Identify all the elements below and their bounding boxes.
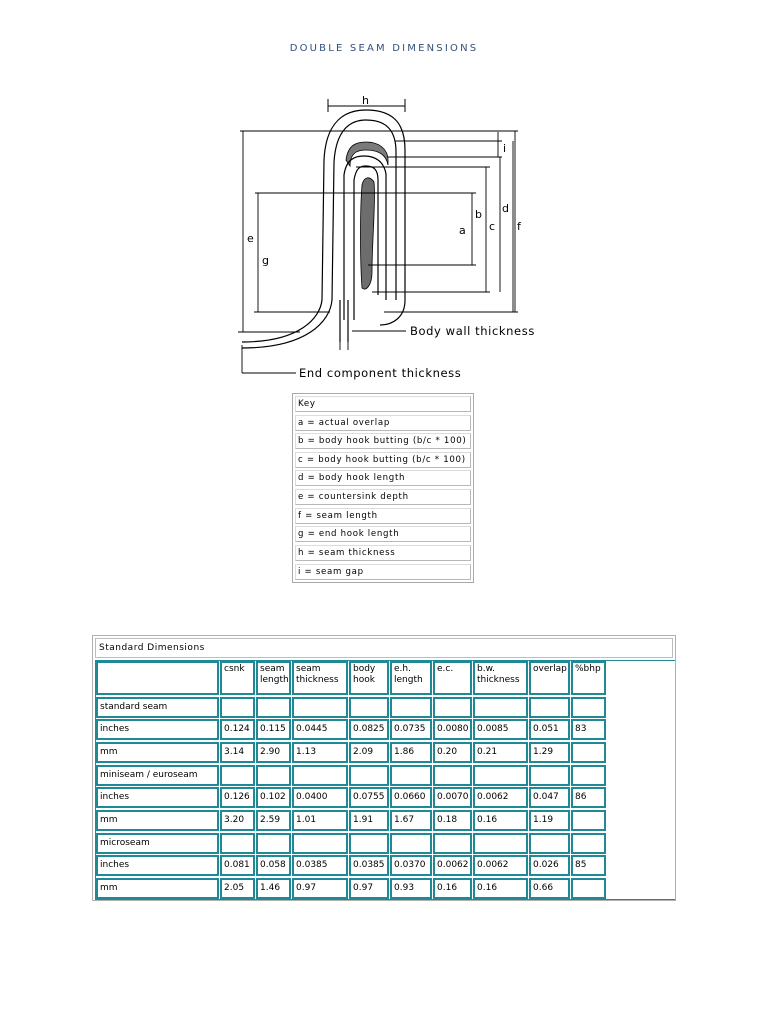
- value-cell-ec: [433, 833, 472, 854]
- value-cell-bhp: [571, 810, 606, 831]
- value-cell-csnk: [220, 833, 255, 854]
- label-i: i: [503, 142, 507, 155]
- value-cell-csnk: 0.081: [220, 855, 255, 876]
- key-row: b = body hook butting (b/c * 100): [295, 433, 471, 449]
- value-cell-ec: 0.0062: [433, 855, 472, 876]
- value-cell-body-hook: 0.0825: [349, 719, 389, 740]
- label-end-component: End component thickness: [299, 366, 462, 380]
- value-cell-seam-thickness: 0.0400: [292, 787, 348, 808]
- value-cell-seam-thickness: 0.97: [292, 878, 348, 899]
- value-cell-body-hook: 0.97: [349, 878, 389, 899]
- value-cell-seam-thickness: [292, 765, 348, 786]
- value-cell-seam-thickness: [292, 833, 348, 854]
- end-component-outer-curve: [242, 110, 405, 342]
- standard-dimensions-grid: [95, 660, 675, 900]
- value-cell-overlap: 1.19: [529, 810, 570, 831]
- standard-dimensions-caption: Standard Dimensions: [95, 638, 673, 658]
- value-cell-csnk: 0.124: [220, 719, 255, 740]
- key-row: d = body hook length: [295, 470, 471, 486]
- value-cell-ec: 0.18: [433, 810, 472, 831]
- key-row: e = countersink depth: [295, 489, 471, 505]
- header-line-1: overlap: [533, 664, 567, 674]
- value-cell-overlap: [529, 833, 570, 854]
- label-f: f: [517, 220, 521, 233]
- value-cell-body-hook: [349, 833, 389, 854]
- value-cell-seam-thickness: [292, 697, 348, 718]
- header-cell-seam-thickness: [292, 661, 348, 695]
- value-cell-csnk: 2.05: [220, 878, 255, 899]
- value-cell-body-hook: 0.0385: [349, 855, 389, 876]
- value-cell-body-hook: 1.91: [349, 810, 389, 831]
- value-cell-overlap: [529, 697, 570, 718]
- value-cell-eh-length: 0.93: [390, 878, 432, 899]
- value-cell-bw-thickness: 0.0062: [473, 787, 528, 808]
- label-e: e: [247, 232, 254, 245]
- value-cell-eh-length: [390, 833, 432, 854]
- row-label-cell: inches: [96, 787, 219, 808]
- value-cell-body-hook: [349, 765, 389, 786]
- value-cell-bhp: [571, 833, 606, 854]
- value-cell-seam-length: [256, 765, 291, 786]
- header-line-2: thickness: [477, 675, 520, 685]
- value-cell-seam-thickness: 0.0385: [292, 855, 348, 876]
- header-line-1: %bhp: [575, 664, 601, 674]
- header-line-2: length: [394, 675, 423, 685]
- key-row: i = seam gap: [295, 564, 471, 580]
- row-label-cell: miniseam / euroseam: [96, 765, 219, 786]
- header-cell-bw-thickness: [473, 661, 528, 695]
- value-cell-seam-length: 2.59: [256, 810, 291, 831]
- key-row: f = seam length: [295, 508, 471, 524]
- value-cell-bhp: [571, 765, 606, 786]
- value-cell-seam-length: 0.115: [256, 719, 291, 740]
- header-cell-overlap: [529, 661, 570, 695]
- double-seam-diagram: [0, 0, 768, 400]
- row-label-cell: mm: [96, 810, 219, 831]
- value-cell-bw-thickness: 0.16: [473, 878, 528, 899]
- end-hook-compound: [361, 178, 375, 289]
- value-cell-csnk: 3.14: [220, 742, 255, 763]
- header-cell-csnk: [220, 661, 255, 695]
- value-cell-bw-thickness: [473, 765, 528, 786]
- value-cell-ec: [433, 697, 472, 718]
- value-cell-ec: 0.20: [433, 742, 472, 763]
- key-row: a = actual overlap: [295, 415, 471, 431]
- header-line-1: seam: [260, 664, 285, 674]
- header-line-2: hook: [353, 675, 375, 685]
- value-cell-csnk: [220, 697, 255, 718]
- header-line-2: length: [260, 675, 289, 685]
- value-cell-eh-length: 0.0660: [390, 787, 432, 808]
- value-cell-eh-length: [390, 765, 432, 786]
- header-line-1: b.w.: [477, 664, 495, 674]
- value-cell-overlap: 0.047: [529, 787, 570, 808]
- key-row: c = body hook butting (b/c * 100): [295, 452, 471, 468]
- value-cell-ec: 0.0080: [433, 719, 472, 740]
- header-cell-seam-length: [256, 661, 291, 695]
- value-cell-seam-length: 1.46: [256, 878, 291, 899]
- label-a: a: [459, 224, 466, 237]
- value-cell-bw-thickness: 0.0085: [473, 719, 528, 740]
- row-label-cell: inches: [96, 855, 219, 876]
- row-label-cell: microseam: [96, 833, 219, 854]
- header-line-1: e.c.: [437, 664, 454, 674]
- label-c: c: [489, 220, 496, 233]
- header-line-1: csnk: [224, 664, 245, 674]
- value-cell-overlap: 1.29: [529, 742, 570, 763]
- header-cell-label: [96, 661, 219, 695]
- value-cell-eh-length: 1.86: [390, 742, 432, 763]
- value-cell-seam-length: [256, 833, 291, 854]
- value-cell-overlap: 0.051: [529, 719, 570, 740]
- value-cell-seam-length: [256, 697, 291, 718]
- value-cell-bhp: [571, 878, 606, 899]
- row-label-cell: mm: [96, 742, 219, 763]
- value-cell-eh-length: [390, 697, 432, 718]
- value-cell-ec: 0.0070: [433, 787, 472, 808]
- value-cell-seam-thickness: 1.01: [292, 810, 348, 831]
- label-d: d: [502, 202, 509, 215]
- value-cell-body-hook: [349, 697, 389, 718]
- value-cell-seam-length: 2.90: [256, 742, 291, 763]
- value-cell-csnk: 0.126: [220, 787, 255, 808]
- row-label-cell: mm: [96, 878, 219, 899]
- value-cell-bhp: 83: [571, 719, 606, 740]
- value-cell-body-hook: 0.0755: [349, 787, 389, 808]
- value-cell-overlap: [529, 765, 570, 786]
- value-cell-bhp: [571, 697, 606, 718]
- header-line-2: thickness: [296, 675, 339, 685]
- label-b: b: [475, 208, 482, 221]
- header-cell-eh-length: [390, 661, 432, 695]
- value-cell-overlap: 0.66: [529, 878, 570, 899]
- value-cell-seam-length: 0.102: [256, 787, 291, 808]
- label-body-wall: Body wall thickness: [410, 324, 535, 338]
- key-row: h = seam thickness: [295, 545, 471, 561]
- value-cell-bw-thickness: 0.21: [473, 742, 528, 763]
- value-cell-csnk: 3.20: [220, 810, 255, 831]
- value-cell-eh-length: 0.0370: [390, 855, 432, 876]
- header-line-1: body: [353, 664, 376, 674]
- row-label-cell: inches: [96, 719, 219, 740]
- key-table: [292, 393, 474, 583]
- row-label-cell: standard seam: [96, 697, 219, 718]
- header-cell-bhp: [571, 661, 606, 695]
- value-cell-eh-length: 0.0735: [390, 719, 432, 740]
- label-h: h: [362, 94, 369, 107]
- header-line-1: seam: [296, 664, 321, 674]
- key-row: g = end hook length: [295, 526, 471, 542]
- standard-dimensions-table: [92, 635, 676, 901]
- page-title: DOUBLE SEAM DIMENSIONS: [289, 43, 479, 54]
- label-g: g: [262, 254, 269, 267]
- header-cell-body-hook: [349, 661, 389, 695]
- value-cell-bw-thickness: 0.16: [473, 810, 528, 831]
- header-line-1: e.h.: [394, 664, 411, 674]
- value-cell-bw-thickness: [473, 833, 528, 854]
- key-header: Key: [295, 396, 471, 412]
- value-cell-seam-thickness: 1.13: [292, 742, 348, 763]
- value-cell-bhp: [571, 742, 606, 763]
- value-cell-ec: 0.16: [433, 878, 472, 899]
- value-cell-seam-thickness: 0.0445: [292, 719, 348, 740]
- header-cell-ec: [433, 661, 472, 695]
- value-cell-ec: [433, 765, 472, 786]
- value-cell-seam-length: 0.058: [256, 855, 291, 876]
- value-cell-bhp: 85: [571, 855, 606, 876]
- value-cell-bw-thickness: 0.0062: [473, 855, 528, 876]
- value-cell-bhp: 86: [571, 787, 606, 808]
- value-cell-body-hook: 2.09: [349, 742, 389, 763]
- value-cell-overlap: 0.026: [529, 855, 570, 876]
- value-cell-eh-length: 1.67: [390, 810, 432, 831]
- value-cell-csnk: [220, 765, 255, 786]
- value-cell-bw-thickness: [473, 697, 528, 718]
